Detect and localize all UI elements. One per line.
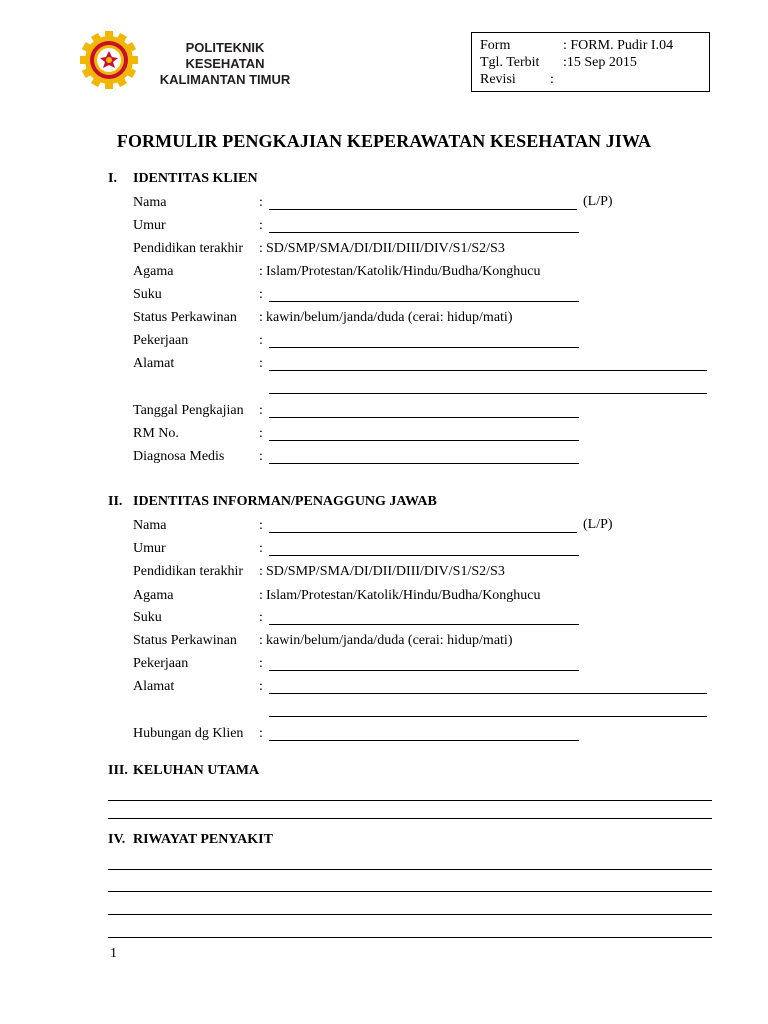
section-2-heading (108, 494, 437, 510)
field-options: SD/SMP/SMA/DI/DII/DIII/DIV/S1/S2/S3 (266, 564, 505, 579)
field-label: Pekerjaan (133, 656, 189, 671)
field-label: Suku (133, 610, 162, 625)
alamat-input-line-2[interactable] (269, 716, 707, 717)
riwayat-input-line[interactable] (108, 891, 712, 892)
alamat-input-line[interactable] (269, 693, 707, 694)
field-label: Umur (133, 541, 166, 556)
field-label: Alamat (133, 356, 175, 371)
field-options: SD/SMP/SMA/DI/DII/DIII/DIV/S1/S2/S3 (266, 241, 505, 256)
separator: : (259, 403, 263, 418)
suku-input-line[interactable] (269, 624, 579, 625)
form-info-label: Revisi (480, 72, 516, 87)
field-label: Pendidikan terakhir (133, 564, 244, 579)
institution-line-2: KALIMANTAN TIMUR (159, 72, 291, 87)
institution-logo (79, 30, 139, 90)
rm-input-line[interactable] (269, 440, 579, 441)
section-4-heading (108, 832, 273, 848)
section-number: II. (108, 494, 123, 509)
tanggal-input-line[interactable] (269, 417, 579, 418)
nama-input-line[interactable] (269, 532, 577, 533)
separator: : (259, 633, 263, 648)
separator: : (259, 449, 263, 464)
field-label: Agama (133, 264, 174, 279)
institution-line-1: POLITEKNIK KESEHATAN (185, 40, 265, 71)
form-info-row (480, 37, 701, 54)
section-3-heading (108, 763, 259, 779)
field-options: Islam/Protestan/Katolik/Hindu/Budha/Konghucu (266, 264, 541, 279)
document-title: FORMULIR PENGKAJIAN KEPERAWATAN KESEHATAN JIWA (116, 131, 652, 151)
field-label: Agama (133, 588, 174, 603)
separator: : (259, 426, 263, 441)
alamat-input-line[interactable] (269, 370, 707, 371)
form-info-label: Form (480, 38, 511, 53)
keluhan-input-line[interactable] (108, 818, 712, 819)
separator: : (259, 588, 263, 603)
field-label: Status Perkawinan (133, 633, 237, 648)
form-info-row (480, 54, 701, 71)
separator: : (259, 726, 263, 741)
separator: : (259, 195, 263, 210)
riwayat-input-line[interactable] (108, 914, 712, 915)
section-1-heading (108, 171, 258, 187)
separator: : (259, 310, 263, 325)
institution-name (148, 40, 302, 88)
section-title: RIWAYAT PENYAKIT (133, 832, 273, 847)
section-number: IV. (108, 832, 126, 847)
diagnosa-input-line[interactable] (269, 463, 579, 464)
field-options: kawin/belum/janda/duda (cerai: hidup/mati) (266, 310, 513, 325)
field-label: Pendidikan terakhir (133, 241, 244, 256)
field-label: Status Perkawinan (133, 310, 237, 325)
separator: : (259, 518, 263, 533)
form-info-value: : (550, 72, 554, 87)
field-label: Umur (133, 218, 166, 233)
field-label: Nama (133, 195, 167, 210)
section-number: III. (108, 763, 128, 778)
gender-suffix: (L/P) (583, 194, 613, 209)
umur-input-line[interactable] (269, 232, 579, 233)
hubungan-input-line[interactable] (269, 740, 579, 741)
section-title: IDENTITAS INFORMAN/PENAGGUNG JAWAB (133, 494, 437, 509)
riwayat-input-line[interactable] (108, 869, 712, 870)
keluhan-input-line[interactable] (108, 800, 712, 801)
suku-input-line[interactable] (269, 301, 579, 302)
form-info-box (471, 32, 710, 92)
separator: : (259, 564, 263, 579)
form-info-label: Tgl. Terbit (480, 55, 540, 70)
separator: : (259, 610, 263, 625)
separator: : (259, 218, 263, 233)
separator: : (259, 287, 263, 302)
separator: : (259, 656, 263, 671)
field-label: Suku (133, 287, 162, 302)
form-info-row (480, 71, 701, 88)
separator: : (259, 679, 263, 694)
field-options: kawin/belum/janda/duda (cerai: hidup/mati) (266, 633, 513, 648)
field-label: Tanggal Pengkajian (133, 403, 244, 418)
umur-input-line[interactable] (269, 555, 579, 556)
alamat-input-line-2[interactable] (269, 393, 707, 394)
field-label: Hubungan dg Klien (133, 726, 244, 741)
separator: : (259, 356, 263, 371)
field-label: RM No. (133, 426, 179, 441)
section-number: I. (108, 171, 117, 186)
gender-suffix: (L/P) (583, 517, 613, 532)
separator: : (259, 241, 263, 256)
form-info-value: : FORM. Pudir I.04 (563, 38, 674, 53)
field-options: Islam/Protestan/Katolik/Hindu/Budha/Konghucu (266, 588, 541, 603)
nama-input-line[interactable] (269, 209, 577, 210)
pekerjaan-input-line[interactable] (269, 347, 579, 348)
riwayat-input-line[interactable] (108, 937, 712, 938)
separator: : (259, 264, 263, 279)
form-info-value: :15 Sep 2015 (563, 55, 637, 70)
pekerjaan-input-line[interactable] (269, 670, 579, 671)
separator: : (259, 541, 263, 556)
separator: : (259, 333, 263, 348)
page-number: 1 (110, 946, 117, 961)
field-label: Nama (133, 518, 167, 533)
section-title: IDENTITAS KLIEN (133, 171, 258, 186)
field-label: Pekerjaan (133, 333, 189, 348)
field-label: Diagnosa Medis (133, 449, 225, 464)
section-title: KELUHAN UTAMA (133, 763, 260, 778)
field-label: Alamat (133, 679, 175, 694)
